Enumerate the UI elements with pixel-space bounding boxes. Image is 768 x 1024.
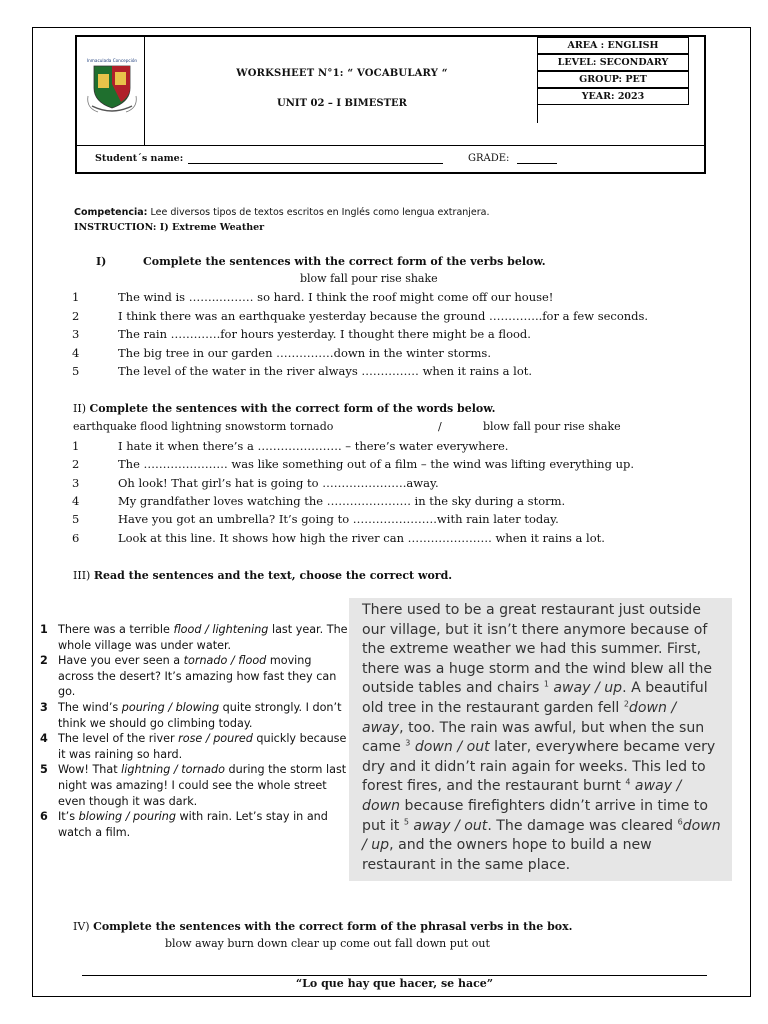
s2-num: 6 [72,531,80,545]
worksheet-title: WORKSHEET N°1: “ VOCABULARY “ [236,68,448,79]
school-crest-icon [84,56,140,118]
s2-sentence: My grandfather loves watching the …………………. in the sky during a storm. [118,494,566,508]
passage-text: There used to be a great restaurant just outside our village, but it isn’t there anymore because of the extreme weather we had this summer. First, there was a huge storm and the wind blew all the outside tables and chairs [362,602,713,697]
gap-options[interactable]: away / up [548,680,623,697]
item-text: Wow! That [58,763,122,777]
list-item [38,731,350,762]
s1-num: 4 [72,346,80,360]
s2-sentence: The …………………. was like something out of a film – the wind was lifting everything up. [118,457,635,471]
s2-num: 5 [72,512,80,526]
level-cell: LEVEL: SECONDARY [538,54,689,71]
s1-sentence: The rain ………….for hours yesterday. I thought there might be a flood. [118,327,531,341]
section2-wordbank-a: earthquake flood lightning snowstorm tornado [73,420,334,433]
item-number: 1 [40,623,48,636]
s2-sentence: I hate it when there’s a …………………. – there’s water everywhere. [118,439,509,453]
item-options[interactable]: blowing / pouring [78,810,176,824]
item-options[interactable]: flood / lightening [173,623,269,636]
crest-text: Inmaculada Concepción [86,58,138,63]
s1-num: 5 [72,364,80,378]
section4-title [73,920,572,933]
gap-number: 4 [625,777,631,787]
s2-num: 2 [72,457,80,471]
list-item [38,622,350,653]
passage-text: . A beautiful old tree in the restaurant garden fell [362,680,708,716]
item-text: The level of the river [58,732,179,746]
grade-label: GRADE: [468,153,510,164]
grade-blank[interactable] [517,163,557,164]
item-text: last year. The whole village was under water. [58,623,348,652]
section3-list [38,622,350,840]
passage-text: , and the owners hope to build a new restaurant in the same place. [362,837,652,873]
passage-text: . The damage was cleared [487,817,678,834]
item-text: The wind’s [58,700,122,714]
reading-passage [349,598,732,881]
s2-num: 1 [72,439,80,453]
gap-number: 5 [403,816,409,826]
s1-sentence: The level of the water in the river always …………… when it rains a lot. [118,364,533,378]
item-number: 6 [40,810,48,824]
s1-num: 3 [72,327,80,341]
list-item [38,700,350,731]
item-options[interactable]: lightning / tornado [121,763,225,777]
item-text: It’s [58,810,79,824]
s1-sentence: The wind is ……..……… so hard. I think the roof might come off our house! [118,290,554,304]
passage-text: because firefighters didn’t arrive in time to put it [362,797,708,834]
gap-options[interactable]: away / out [408,817,488,834]
item-text: There was a terrible [58,623,174,636]
unit-label: UNIT 02 – I BIMESTER [277,98,407,109]
s2-num: 4 [72,494,80,508]
item-number: 3 [40,700,48,714]
s1-num: 2 [72,309,80,323]
gap-number: 3 [405,738,411,748]
footer-quote: “Lo que hay que hacer, se hace” [295,977,494,990]
s1-num: 1 [72,290,80,304]
footer-divider [82,975,707,976]
student-name-label: Student´s name: [95,153,184,164]
gap-number: 1 [543,679,549,689]
student-name-blank[interactable] [188,163,443,164]
section4-title-text: Complete the sentences with the correct form of the phrasal verbs in the box. [93,920,573,933]
gap-options[interactable]: away / down [362,778,682,814]
section3-prefix: III) [73,569,94,582]
item-text: moving across the desert? It’s amazing how fast they can go. [58,654,337,699]
competencia-label: Competencia: [74,207,148,218]
list-item [38,809,350,840]
gap-number: 2 [623,699,629,709]
competencia-text: Lee diversos tipos de textos escritos en Inglés como lengua extranjera. [147,207,490,218]
item-options[interactable]: rose / poured [178,732,253,746]
section2-wordbank-sep: / [438,420,442,433]
s2-num: 3 [72,476,80,490]
item-number: 4 [40,732,48,746]
section2-title-text: Complete the sentences with the correct form of the words below. [89,402,496,415]
section3-title-text: Read the sentences and the text, choose the correct word. [93,569,453,582]
gap-options[interactable]: down / out [410,739,490,756]
section2-wordbank-b: blow fall pour rise shake [483,420,621,433]
passage-text: later, everywhere became very dry and it didn’t rain again for weeks. This led to forest fires, and the restaurant burnt [362,739,716,795]
list-item [38,653,350,700]
area-cell: AREA : ENGLISH [538,37,689,54]
item-text: Have you ever seen a [58,654,184,668]
section4-wordbank: blow away burn down clear up come out fall down put out [165,937,490,950]
item-text: with rain. Let’s stay in and watch a film. [58,810,328,839]
s2-sentence: Oh look! That girl’s hat is going to ………………….away. [118,476,439,490]
s2-sentence: Have you got an umbrella? It’s going to ………………….with rain later today. [118,512,559,526]
s1-sentence: The big tree in our garden ……………down in the winter storms. [118,346,491,360]
gap-options[interactable]: down / away [362,699,677,736]
info-cells [537,37,689,123]
competencia [74,207,490,218]
item-text: during the storm last night was amazing! I could see the whole street even though it was dark. [58,763,347,808]
section3-title [73,569,452,582]
s1-sentence: I think there was an earthquake yesterday because the ground …………..for a few seconds. [118,309,649,323]
gap-options[interactable]: down / up [362,817,721,854]
item-options[interactable]: tornado / flood [183,654,267,668]
section1-title: Complete the sentences with the correct form of the verbs below. [143,255,546,268]
item-options[interactable]: pouring / blowing [121,700,220,714]
item-text: quickly because it was raining so hard. [58,732,347,761]
s2-sentence: Look at this line. It shows how high the river can …………………. when it rains a lot. [118,531,605,545]
list-item [38,762,350,809]
section1-numeral: I) [96,255,107,268]
group-cell: GROUP: PET [538,71,689,88]
item-number: 2 [40,654,48,668]
section2-title [73,402,495,415]
section2-prefix: II) [73,402,90,415]
item-text: quite strongly. I don’t think we should go climbing today. [58,700,342,730]
year-cell: YEAR: 2023 [538,88,689,105]
passage-text: , too. The rain was awful, but when the sun came [362,719,705,756]
item-number: 5 [40,763,48,777]
section4-prefix: IV) [73,920,94,933]
gap-number: 6 [677,816,683,826]
instruction: INSTRUCTION: I) Extreme Weather [74,222,265,233]
section1-wordbank: blow fall pour rise shake [300,272,438,285]
